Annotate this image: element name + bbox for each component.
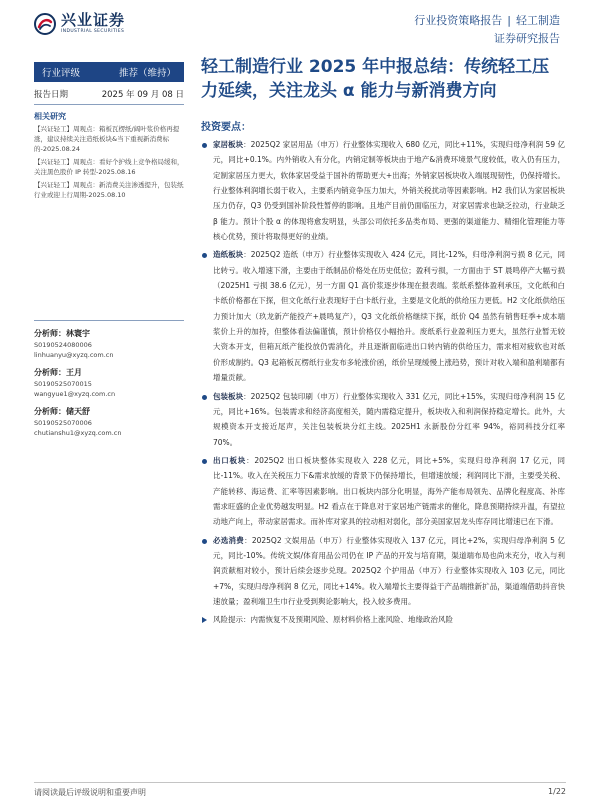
- risk-warning: [201, 612, 565, 627]
- analyst-name: 分析师：王月: [34, 368, 82, 377]
- report-sector: 轻工制造: [516, 14, 560, 27]
- section-paper: [201, 247, 565, 385]
- industry-rating-bar: [34, 62, 184, 82]
- related-research-title: 相关研究: [34, 112, 66, 121]
- analyst-license: S0190524080006: [34, 341, 92, 349]
- section-lead: 造纸板块: [213, 250, 244, 260]
- analyst-card: [34, 328, 184, 360]
- sidebar-divider: [34, 320, 184, 321]
- related-research-item[interactable]: 【兴证轻工】周观点：看好个护线上竞争格局缓和，关注黑色股价 IP 转型-2025.08.16: [34, 158, 184, 176]
- bullet-icon: [202, 459, 207, 464]
- analyst-name: 分析师：储天舒: [34, 407, 90, 416]
- section-text: ：2025Q2 文娱用品（申万）行业整体实现收入 137 亿元，同比+2%，实现归母净利润 5 亿元，同比-10%。传统文娱/体育用品公司仍在 IP 产品的开发与培育期，渠道端布局也尚未充分，收入与利润贡献相对较小，预计后续会逐步兑现。2025Q2 个护用品（申万）行业整体实现收入 103 亿元，同比+7%，实现归母净利润 8 亿元，同比+14%。收入端增长主要得益于产品端推新扩品，渠道端借助抖音快速放量；盈利端卫生巾行业受到舆论影响大，投入较多费用。: [213, 535, 566, 606]
- analyst-card: [34, 367, 184, 399]
- bullet-icon: [202, 395, 207, 400]
- bullet-icon: [202, 253, 207, 258]
- report-body: [201, 137, 565, 628]
- footer-disclaimer[interactable]: 请阅读最后评级说明和重要声明: [34, 788, 146, 797]
- bullet-icon: [202, 539, 207, 544]
- company-name-en: INDUSTRIAL SECURITIES: [61, 29, 125, 34]
- section-text: ：2025Q2 家居用品（申万）行业整体实现收入 680 亿元，同比+11%，实现归母净利润 59 亿元，同比+0.1%。内外销收入有分化，内销定制等板块由于地产&消费环境景气度较低，收入仍有压力，定制家居压力更大，软体家居受益于国补的帮助更大+出海；外销家居板块收入端展现韧性，仍保持增长。行业整体利润增长弱于收入，主要系内销竞争压力加大，外销关税扰动等因素影响。H2 我们认为家居板块压力仍存，Q3 仍受到国补阶段性暂停的影响。且地产目前仍面临压力，对家居需求也缺乏拉动，行业缺乏 β 能力。预计个股 α 的体现将愈发明显，头部公司依托多品类布局、更强的渠道能力、精细化管理能力等核心优势，预计将取得更好的业绩。: [213, 140, 566, 242]
- section-lead: 包装板块: [213, 391, 244, 401]
- company-name: 兴业证券: [61, 11, 126, 29]
- related-research-item[interactable]: 【兴证轻工】周观点：新消费关注渗透提升，包装纸行业或迎上行周期-2025.08.10: [34, 181, 184, 199]
- report-date-value: 2025 年 09 月 08 日: [101, 90, 184, 100]
- risk-text: 风险提示：内需恢复不及预期风险、原材料价格上涨风险、地缘政治风险: [213, 615, 453, 625]
- section-home-furnishing: [201, 137, 565, 244]
- rating-value: 推荐（维持）: [118, 68, 176, 79]
- related-research-list: [34, 124, 184, 203]
- sidebar-divider: [34, 104, 184, 105]
- section-export: [201, 453, 565, 530]
- report-date-label: 报告日期: [34, 90, 69, 100]
- report-header: [414, 14, 560, 46]
- section-lead: 出口板块: [213, 455, 247, 465]
- company-logo: [34, 12, 125, 35]
- analyst-license: S0190525070006: [34, 419, 92, 427]
- report-date-row: [34, 88, 184, 100]
- analyst-email[interactable]: chutianshu1@xyzq.com.cn: [34, 429, 122, 437]
- analyst-card: [34, 406, 184, 438]
- related-research-item[interactable]: 【兴证轻工】周观点：箱板瓦楞纸/阔叶浆价格再提涨，建议持续关注造纸板块&当下重视新消费标的-2025.08.24: [34, 125, 180, 153]
- analyst-email[interactable]: linhuanyu@xyzq.com.cn: [34, 351, 114, 359]
- bullet-icon: [202, 617, 207, 623]
- section-text: ：2025Q2 包装印刷（申万）行业整体实现收入 331 亿元，同比+15%，实现归母净利润 15 亿元，同比+16%。包装需求和经济高度相关，随内需稳定提升，板块收入和利润保持稳定增长。此外，大规模资本开支接近尾声，关注包装板块分红主线。2025H1 永新股份分红率 94%，裕同科技分红率 70%。: [213, 391, 566, 447]
- company-logo-icon: [34, 13, 56, 35]
- report-type: 行业投资策略报告: [414, 14, 503, 27]
- rating-label: 行业评级: [42, 68, 81, 79]
- header-separator: |: [507, 14, 511, 27]
- section-text: ：2025Q2 造纸（申万）行业整体实现收入 424 亿元，同比-12%，归母净利润亏损 8 亿元，同比转亏。收入增速下滑，主要由于纸制品价格处在历史低位；盈利亏损，一方面由于 ST 晨鸣停产大幅亏损（2025H1 亏损 38.6 亿元），另一方面 Q1 高价浆逐步体现在报表端。浆纸系整体盈利承压，文化纸和白卡纸价格都在下探，但文化纸行业表现好于白卡纸行业，主要是文化纸的供给压力更低。H2 文化纸供给压力预计加大（玖龙新产能投产+晨鸣复产），Q3 文化纸价格继续下探，纸价 Q4 虽然有销售旺季+成本端浆价上升的加持，但整体看法偏谨慎，预计价格仅小幅抬升。废纸系行业盈利压力更大，虽然行业暂无较大资本开支，但箱瓦纸产能投放仍需消化，并且逐渐面临进出口转内销的供给压力，需求相对疲软也对纸价形成制约。Q3 起箱板瓦楞纸行业发布多轮涨价函，纸价呈现缓慢上涨趋势，预计对收入端和盈利端都有增量贡献。: [213, 250, 565, 383]
- section-staples: [201, 533, 565, 610]
- section-lead: 必选消费: [213, 535, 245, 545]
- analyst-email[interactable]: wangyue1@xyzq.com.cn: [34, 390, 116, 398]
- report-category: 证券研究报告: [494, 32, 560, 45]
- footer-divider: [34, 782, 566, 783]
- analyst-license: S0190525070015: [34, 380, 92, 388]
- section-lead: 家居板块: [213, 140, 244, 149]
- section-packaging: [201, 389, 565, 450]
- page-number: 1/22: [548, 787, 566, 796]
- investment-highlights-heading: 投资要点：: [201, 122, 251, 133]
- analyst-list: [34, 328, 184, 445]
- bullet-icon: [202, 143, 207, 148]
- analyst-name: 分析师：林寰宇: [34, 329, 90, 338]
- report-title: 轻工制造行业 2025 年中报总结：传统轻工压力延续，关注龙头 α 能力与新消费方向: [201, 57, 550, 101]
- section-text: ：2025Q2 出口板块整体实现收入 228 亿元，同比+5%，实现归母净利润 17 亿元，同比-11%。收入在关税压力下&需求放缓的背景下仍保持增长，但增速放缓；利润同比下滑，主要受关税、产能转移、海运费、汇率等因素影响。出口板块内部分化明显，海外产能布局领先、品牌化程度高、补库需求旺盛的企业优势越发明显。H2 看点在于降息对于家居地产链需求的催化，降息预期持续升温，有望拉动地产向上，带动家居需求。而补库对家具的拉动相对弱化，部分美国家居龙头库存同比增速已在下滑。: [213, 455, 565, 527]
